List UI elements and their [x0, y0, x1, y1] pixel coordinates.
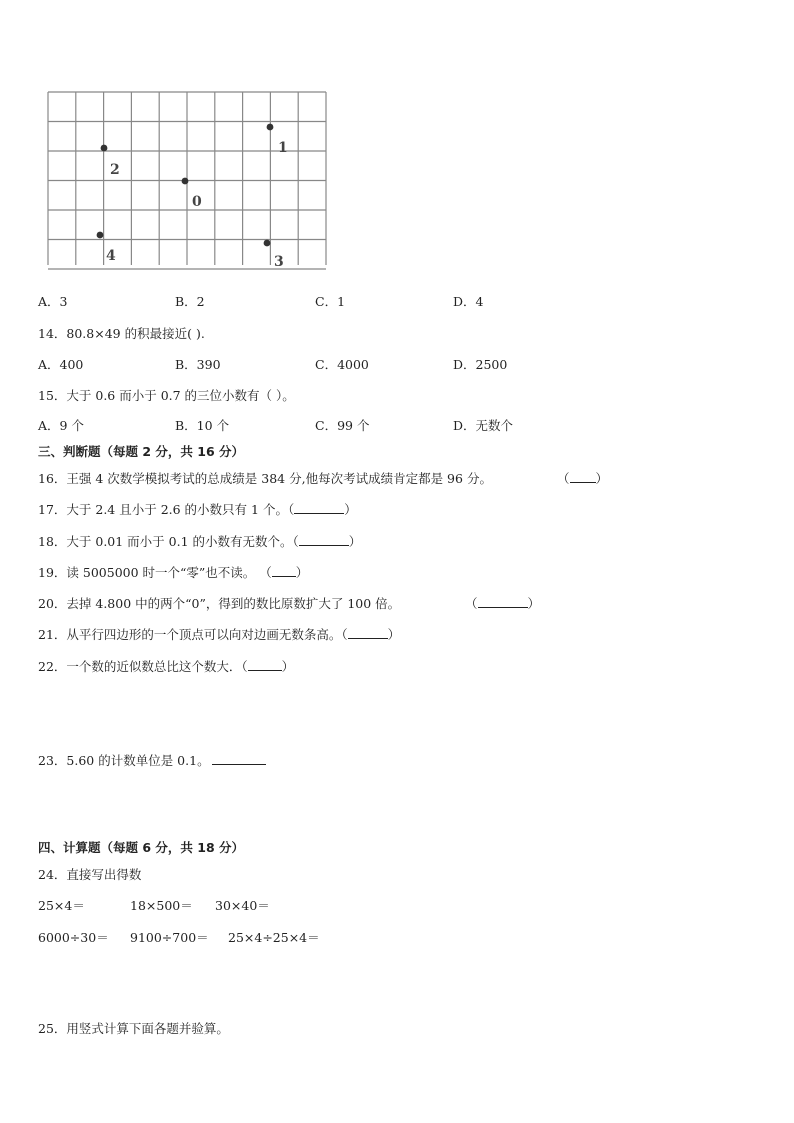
q21-answer-blank[interactable] [348, 627, 388, 639]
q13-option-d[interactable]: D．4 [453, 294, 484, 309]
q14-option-a[interactable]: A．400 [38, 357, 84, 372]
q21-text [38, 625, 400, 643]
grid-point-2 [101, 145, 108, 152]
q23-answer-blank[interactable] [212, 753, 266, 765]
q20-answer-blank[interactable] [465, 594, 540, 612]
section4-title: 四、计算题（每题 6 分，共 18 分） [38, 840, 245, 855]
q24-text: 24．直接写出得数 [38, 867, 142, 882]
calc-item: 30×40＝ [215, 898, 270, 913]
q14-option-c[interactable]: C．4000 [315, 357, 369, 372]
calc-item: 25×4＝ [38, 898, 85, 913]
grid-point-label: 1 [278, 140, 288, 156]
q15-option-a[interactable]: A．9 个 [38, 418, 84, 433]
grid-point-3 [264, 240, 271, 247]
q15-option-c[interactable]: C．99 个 [315, 418, 370, 433]
q13-option-a[interactable]: A．3 [38, 294, 68, 309]
q16-answer-blank[interactable] [557, 469, 608, 487]
grid-figure [42, 88, 332, 272]
q17-close-paren: ） [344, 502, 357, 517]
calc-item: 18×500＝ [130, 898, 193, 913]
q15-option-b[interactable]: B．10 个 [175, 418, 230, 433]
q23-label: 23．5.60 的计数单位是 0.1。 [38, 753, 210, 768]
grid-point-label: 2 [110, 162, 120, 178]
q21-close-paren: ） [387, 627, 401, 642]
q18-answer-blank[interactable] [299, 534, 349, 546]
grid-point-label: 3 [274, 254, 284, 270]
section3-title: 三、判断题（每题 2 分，共 16 分） [38, 444, 245, 459]
q13-option-c[interactable]: C．1 [315, 294, 346, 309]
q17-text [38, 500, 357, 518]
grid-point-1 [267, 124, 274, 131]
q14-option-d[interactable]: D．2500 [453, 357, 508, 372]
q20-open-paren: （ [465, 596, 478, 611]
q16-open-paren: （ [557, 471, 570, 486]
q18-label: 18．大于 0.01 而小于 0.1 的小数有无数个。（ [38, 534, 299, 549]
q20-close-paren: ） [527, 596, 541, 611]
grid-point-0 [182, 178, 189, 185]
q19-label: 19．读 5005000 时一个“零”也不读。 （ [38, 565, 272, 580]
q15-stem: 15．大于 0.6 而小于 0.7 的三位小数有（ ）。 [38, 388, 295, 403]
grid-point-4 [97, 232, 104, 239]
q19-close-paren: ） [295, 565, 309, 580]
q18-text [38, 532, 361, 550]
q22-answer-blank[interactable] [248, 659, 282, 671]
q16-text: 16．王强 4 次数学模拟考试的总成绩是 384 分,他每次考试成绩肯定都是 96 分。 [38, 471, 492, 486]
q13-option-b[interactable]: B．2 [175, 294, 205, 309]
q17-label: 17．大于 2.4 且小于 2.6 的小数只有 1 个。（ [38, 502, 295, 517]
q17-answer-blank[interactable] [294, 502, 344, 514]
q22-close-paren: ） [281, 659, 295, 674]
q15-option-d[interactable]: D．无数个 [453, 418, 514, 433]
q22-label: 22．一个数的近似数总比这个数大．（ [38, 659, 248, 674]
q22-text [38, 657, 294, 675]
q16-close-paren: ） [595, 471, 609, 486]
q19-answer-blank[interactable] [272, 565, 296, 577]
q23-text [38, 751, 266, 769]
q14-stem: 14．80.8×49 的积最接近( ). [38, 326, 205, 341]
q14-option-b[interactable]: B．390 [175, 357, 221, 372]
calc-item: 9100÷700＝ [130, 930, 209, 945]
calc-item: 25×4÷25×4＝ [228, 930, 320, 945]
q20-text: 20．去掉 4.800 中的两个“0”，得到的数比原数扩大了 100 倍。 [38, 596, 401, 611]
q18-close-paren: ） [348, 534, 362, 549]
q25-text: 25．用竖式计算下面各题并验算。 [38, 1021, 229, 1036]
calc-item: 6000÷30＝ [38, 930, 109, 945]
grid-point-label: 0 [192, 194, 202, 210]
q21-label: 21．从平行四边形的一个顶点可以向对边画无数条高。（ [38, 627, 348, 642]
q19-text [38, 563, 308, 581]
grid-point-label: 4 [106, 248, 116, 264]
